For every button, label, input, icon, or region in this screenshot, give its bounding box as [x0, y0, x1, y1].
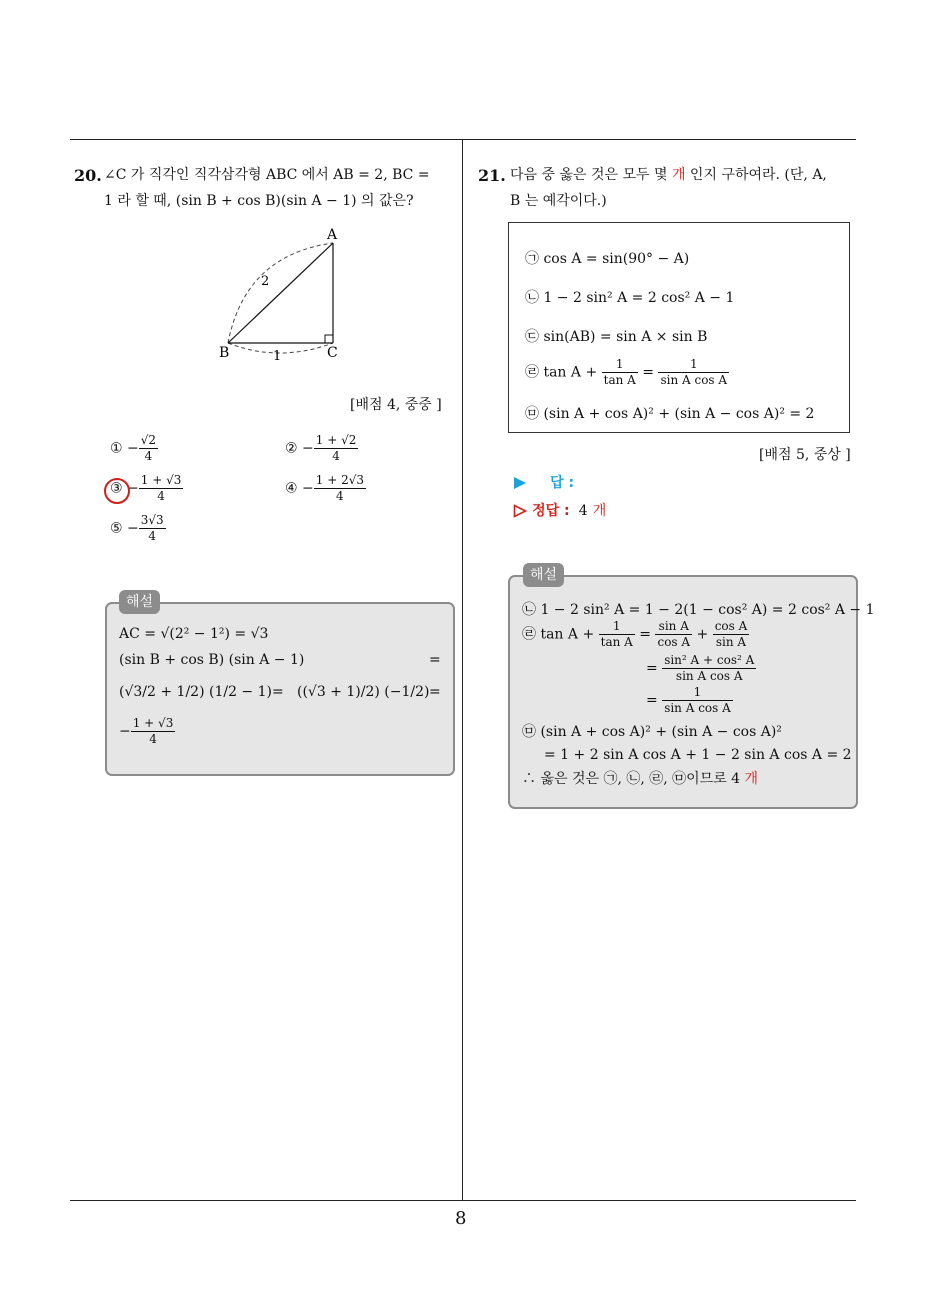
q20-score: [배점 4, 중중 ]	[350, 397, 442, 413]
q21-text-line1: 다음 중 옳은 것은 모두 몇 개 인지 구하여라. (단, A,	[510, 167, 827, 183]
column-divider	[462, 139, 463, 1201]
page-number: 8	[455, 1208, 467, 1229]
choice-3-mark: ③	[110, 480, 123, 497]
correct-answer-label: 정답 :	[532, 503, 570, 519]
choice-5[interactable]: ⑤ − $\frac{3√3}{4}$	[110, 513, 164, 543]
q20-expl-line3-eq1: =	[272, 684, 284, 700]
choice-5-mark: ⑤	[110, 520, 123, 537]
choice-4[interactable]: ④ − $\frac{1 + 2√3}{4}$	[285, 473, 364, 503]
q21-expl-line1: ㉡ 1 − 2 sin² A = 1 − 2(1 − cos² A) = 2 cos² A − 1	[522, 602, 875, 618]
q20-explanation-tag: 해설	[119, 590, 160, 614]
q21-expl-line4: = $\frac{1}{\text{sin A cos A}}$	[646, 685, 731, 715]
q20-expl-line4: − $\frac{1 + √3}{4}$	[119, 716, 174, 746]
q21-score: [배점 5, 중상 ]	[759, 447, 851, 463]
choice-2-mark: ②	[285, 440, 298, 457]
bottom-rule	[70, 1200, 856, 1201]
statement-1: ㉠ cos A = sin(90° − A)	[525, 251, 690, 267]
q20-expl-line3-eq2: =	[429, 684, 441, 700]
choice-4-mark: ④	[285, 480, 298, 497]
hypotenuse-label: 2	[261, 274, 270, 289]
selected-answer-circle	[104, 478, 130, 504]
q21-explanation-tag: 해설	[523, 563, 564, 587]
answer-row	[513, 472, 574, 492]
correct-answer-value: 4	[578, 503, 588, 519]
choice-3[interactable]: ③ − $\frac{1 + √3}{4}$	[110, 473, 182, 503]
answer-label: 답 :	[550, 475, 575, 491]
q20-expl-line3a: (√3/2 + 1/2) (1/2 − 1)	[119, 684, 272, 700]
play-triangle-icon	[513, 476, 527, 490]
outline-triangle-icon	[513, 504, 527, 518]
top-rule	[70, 139, 856, 140]
correct-answer-unit: 개	[592, 503, 607, 519]
q20-number: 20.	[74, 166, 102, 185]
choice-1-mark: ①	[110, 440, 123, 457]
q20-expl-line1: AC = √(2² − 1²) = √3	[119, 626, 269, 642]
q20-expl-line2-eq: =	[429, 652, 441, 668]
q21-statements-box	[508, 222, 850, 433]
q21-text-line2: B 는 예각이다.)	[510, 193, 607, 209]
choice-1[interactable]: ① − $\frac{√2}{4}$	[110, 433, 157, 463]
q21-expl-line3: = $\frac{\text{sin² A + cos² A}}{\text{sin A cos A}}$	[646, 653, 755, 683]
q21-explanation-box	[508, 575, 875, 809]
q20-expl-line2: (sin B + cos B) (sin A − 1)	[119, 652, 305, 668]
q21-expl-line2: ㉣ tan A + $\frac{1}{\text{tan A}}$ = $\frac{\text{sin A}}{\text{cos A}}$ + $\frac{\text{cos A}}{\text{sin A}}$	[522, 619, 748, 649]
vertex-b-label: B	[219, 345, 230, 361]
q20-expl-line3b: ((√3 + 1)/2) (−1/2)	[297, 684, 430, 700]
vertex-c-label: C	[327, 345, 338, 361]
correct-answer-row	[513, 500, 606, 520]
vertex-a-label: A	[327, 227, 338, 243]
statement-4: ㉣ tan A + $\frac{1}{\text{tan A}}$ = $\frac{1}{\text{sin A cos A}}$	[525, 357, 728, 387]
q21-expl-line6: = 1 + 2 sin A cos A + 1 − 2 sin A cos A = 2	[544, 747, 852, 763]
q21-number: 21.	[478, 166, 506, 185]
triangle-figure	[215, 225, 350, 365]
base-label: 1	[273, 349, 282, 364]
q21-expl-line5: ㉤ (sin A + cos A)² + (sin A − cos A)²	[522, 724, 782, 740]
statement-3: ㉢ sin(AB) = sin A × sin B	[525, 329, 708, 345]
statement-5: ㉤ (sin A + cos A)² + (sin A − cos A)² = 2	[525, 406, 815, 422]
q21-expl-line7: ∴ 옳은 것은 ㉠, ㉡, ㉣, ㉤이므로 4 개	[522, 771, 759, 787]
statement-2: ㉡ 1 − 2 sin² A = 2 cos² A − 1	[525, 290, 735, 306]
q20-text-line1: ∠C 가 직각인 직각삼각형 ABC 에서 AB = 2, BC =	[104, 167, 430, 183]
q20-explanation-box	[105, 602, 455, 776]
q20-text-line2: 1 라 할 때, (sin B + cos B)(sin A − 1) 의 값은?	[104, 193, 414, 209]
choice-2[interactable]: ② − $\frac{1 + √2}{4}$	[285, 433, 357, 463]
